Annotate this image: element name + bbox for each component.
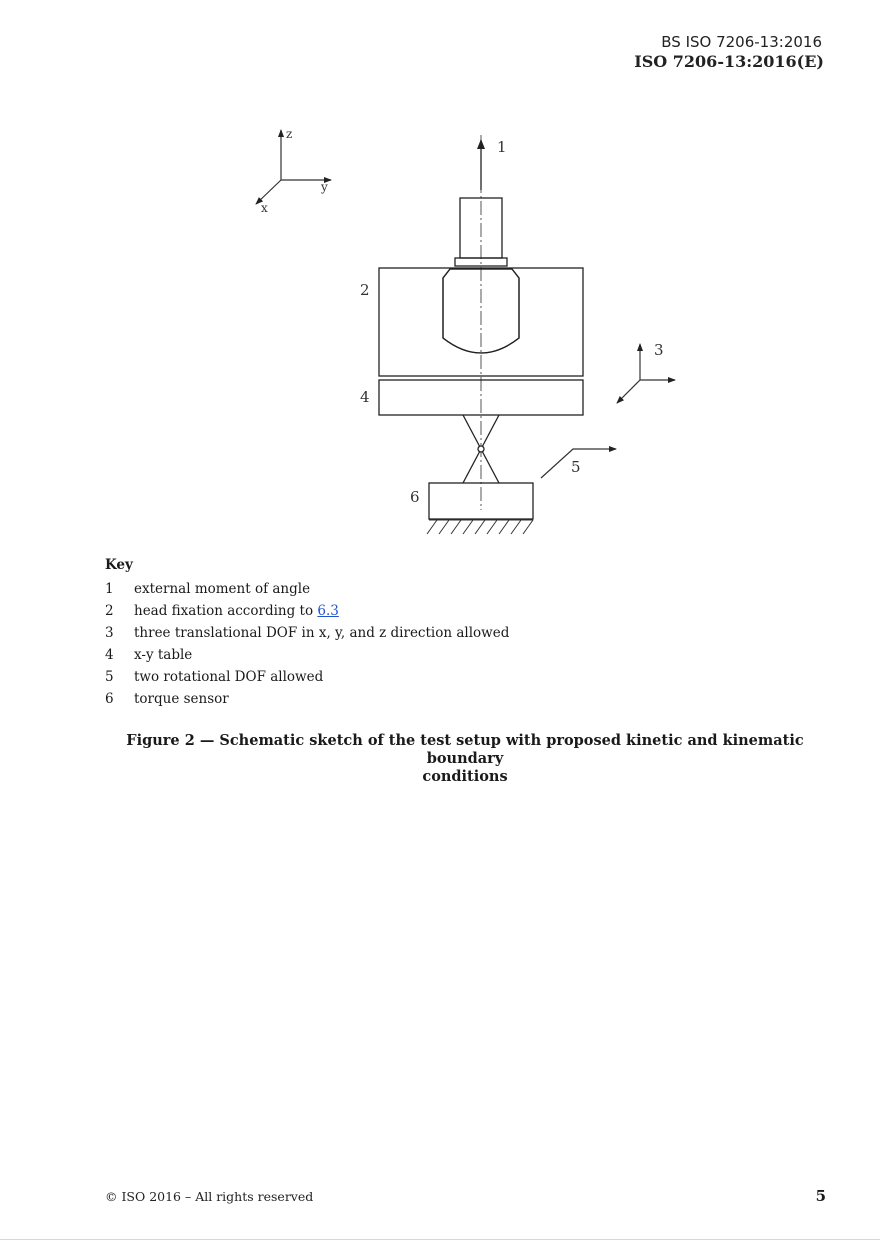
key-text: torque sensor <box>134 691 229 707</box>
axis-label-y: y <box>321 180 328 194</box>
key-number: 1 <box>105 581 114 597</box>
callout-6: 6 <box>410 488 420 506</box>
callout-4: 4 <box>360 388 370 406</box>
header-standard-bs: BS ISO 7206-13:2016 <box>661 33 822 51</box>
key-number: 6 <box>105 691 114 707</box>
axis-label-x: x <box>261 201 268 215</box>
key-text: head fixation according to <box>134 603 318 619</box>
page-number: 5 <box>815 1187 826 1205</box>
figure-caption <box>100 732 830 786</box>
key-item <box>105 688 509 710</box>
key-number: 2 <box>105 603 114 619</box>
callout-5: 5 <box>571 458 581 476</box>
header-standard-iso: ISO 7206-13:2016(E) <box>634 52 824 71</box>
clause-link[interactable]: 6.3 <box>317 603 339 619</box>
copyright-notice: © ISO 2016 – All rights reserved <box>105 1189 314 1204</box>
key-text: two rotational DOF allowed <box>134 669 324 685</box>
key-number: 3 <box>105 625 114 641</box>
axis-label-z: z <box>286 127 293 141</box>
ground-hatch <box>427 520 533 534</box>
callout-2: 2 <box>360 281 370 299</box>
key-number: 5 <box>105 669 114 685</box>
key-list <box>105 578 509 710</box>
key-text: x-y table <box>134 647 193 663</box>
schematic-figure <box>0 0 880 545</box>
key-item <box>105 578 509 600</box>
caption-line-2: conditions <box>422 768 508 785</box>
page-bottom-rule <box>0 1239 880 1240</box>
key-item <box>105 622 509 644</box>
key-text: three translational DOF in x, y, and z direction allowed <box>134 625 510 641</box>
key-title: Key <box>105 557 133 573</box>
key-item <box>105 666 509 688</box>
callout-1: 1 <box>497 138 507 156</box>
caption-line-1: Figure 2 — Schematic sketch of the test setup with proposed kinetic and kinematic boundary <box>126 732 804 767</box>
key-number: 4 <box>105 647 114 663</box>
key-item <box>105 644 509 666</box>
key-item <box>105 600 509 622</box>
coordinate-system-icon <box>256 130 331 204</box>
key-text: external moment of angle <box>134 581 311 597</box>
callout-3: 3 <box>654 341 664 359</box>
translational-dof-icon <box>617 344 675 403</box>
